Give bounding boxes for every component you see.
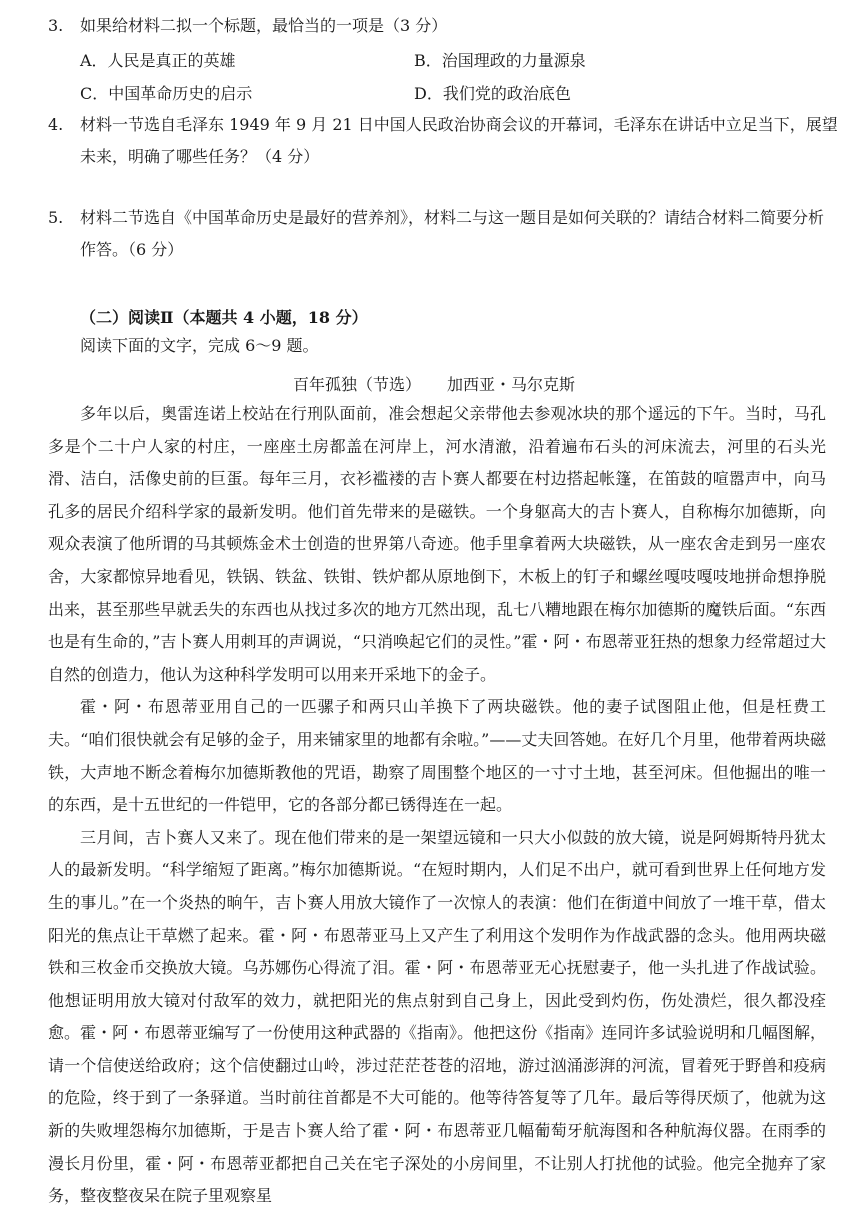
section-heading: （二）阅读Ⅱ（本题共 4 小题，18 分） <box>80 308 368 327</box>
question-text: 材料一节选自毛泽东 1949 年 9 月 21 日中国人民政治协商会议的开幕词，毛泽东在讲话中立足当下，展望未来，明确了哪些任务？（4 分） <box>80 115 838 166</box>
passage-author: 加西亚・马尔克斯 <box>447 375 576 394</box>
passage-body <box>48 398 826 1213</box>
question-3 <box>48 10 838 42</box>
option-b[interactable]: B．治国理政的力量源泉 <box>414 51 586 70</box>
passage-paragraph: 霍・阿・布恩蒂亚用自己的一匹骡子和两只山羊换下了两块磁铁。他的妻子试图阻止他，但是枉费工夫。“咱们很快就会有足够的金子，用来铺家里的地都有余啦。”——丈夫回答她。在好几个月里，他带着两块磁铁，大声地不断念着梅尔加德斯教他的咒语，勘察了周围整个地区的一寸寸土地，甚至河床。但他掘出的唯一的东西，是十五世纪的一件铠甲，它的各部分都已锈得连在一起。 <box>48 697 826 815</box>
question-text: 材料二节选自《中国革命历史是最好的营养剂》，材料二与这一题目是如何关联的？请结合材料二简要分析作答。（6 分） <box>80 208 825 259</box>
option-d[interactable]: D．我们党的政治底色 <box>414 84 571 103</box>
question-text: 如果给材料二拟一个标题，最恰当的一项是（3 分） <box>80 16 448 35</box>
passage-title-line <box>0 372 868 395</box>
option-a[interactable]: A．人民是真正的英雄 <box>80 51 236 70</box>
section-instruction: 阅读下面的文字，完成 6～9 题。 <box>80 336 319 355</box>
question-4 <box>48 109 838 173</box>
passage-paragraph: 多年以后，奥雷连诺上校站在行刑队面前，准会想起父亲带他去参观冰块的那个遥远的下午。当时，马孔多是个二十户人家的村庄，一座座土房都盖在河岸上，河水清澈，沿着遍布石头的河床流去，河里的石头光滑、洁白，活像史前的巨蛋。每年三月，衣衫褴褛的吉卜赛人都要在村边搭起帐篷，在笛鼓的喧嚣声中，向马孔多的居民介绍科学家的最新发明。他们首先带来的是磁铁。一个身躯高大的吉卜赛人，自称梅尔加德斯，向观众表演了他所谓的马其顿炼金术士创造的世界第八奇迹。他手里拿着两大块磁铁，从一座农舍走到另一座农舍，大家都惊异地看见，铁锅、铁盆、铁钳、铁炉都从原地倒下，木板上的钉子和螺丝嘎吱嘎吱地拼命想挣脱出来，甚至那些早就丢失的东西也从找过多次的地方兀然出现，乱七八糟地跟在梅尔加德斯的魔铁后面。“东西也是有生命的，”吉卜赛人用刺耳的声调说，“只消唤起它们的灵性。”霍・阿・布恩蒂亚狂热的想象力经常超过大自然的创造力，他认为这种科学发明可以用来开采地下的金子。 <box>48 404 826 684</box>
passage-title: 百年孤独（节选） <box>292 375 421 394</box>
option-c[interactable]: C．中国革命历史的启示 <box>80 84 253 103</box>
question-5 <box>48 202 838 266</box>
question-number: 4. <box>48 115 64 134</box>
question-number: 5. <box>48 208 64 227</box>
passage-paragraph: 三月间，吉卜赛人又来了。现在他们带来的是一架望远镜和一只大小似鼓的放大镜，说是阿姆斯特丹犹太人的最新发明。“科学缩短了距离。”梅尔加德斯说。“在短时期内，人们足不出户，就可看到世界上任何地方发生的事儿。”在一个炎热的晌午，吉卜赛人用放大镜作了一次惊人的表演：他们在街道中间放了一堆干草，借太阳光的焦点让干草燃了起来。霍・阿・布恩蒂亚马上又产生了利用这个发明作为作战武器的念头。他用两块磁铁和三枚金币交换放大镜。乌苏娜伤心得流了泪。霍・阿・布恩蒂亚无心抚慰妻子，他一头扎进了作战试验。他想证明用放大镜对付敌军的效力，就把阳光的焦点射到自己身上，因此受到灼伤，伤处溃烂，很久都没痊愈。霍・阿・布恩蒂亚编写了一份使用这种武器的《指南》。他把这份《指南》连同许多试验说明和几幅图解，请一个信使送给政府；这个信使翻过山岭，涉过茫茫苍苍的沼地，游过汹涌澎湃的河流，冒着死于野兽和疫病的危险，终于到了一条驿道。当时前往首都是不大可能的。他等待答复等了几年。最后等得厌烦了，他就为这新的失败埋怨梅尔加德斯，于是吉卜赛人给了霍・阿・布恩蒂亚几幅葡萄牙航海图和各种航海仪器。在雨季的漫长月份里，霍・阿・布恩蒂亚都把自己关在宅子深处的小房间里，不让别人打扰他的试验。他完全抛弃了家务，整夜整夜呆在院子里观察星 <box>48 827 826 1206</box>
question-number: 3. <box>48 16 64 35</box>
